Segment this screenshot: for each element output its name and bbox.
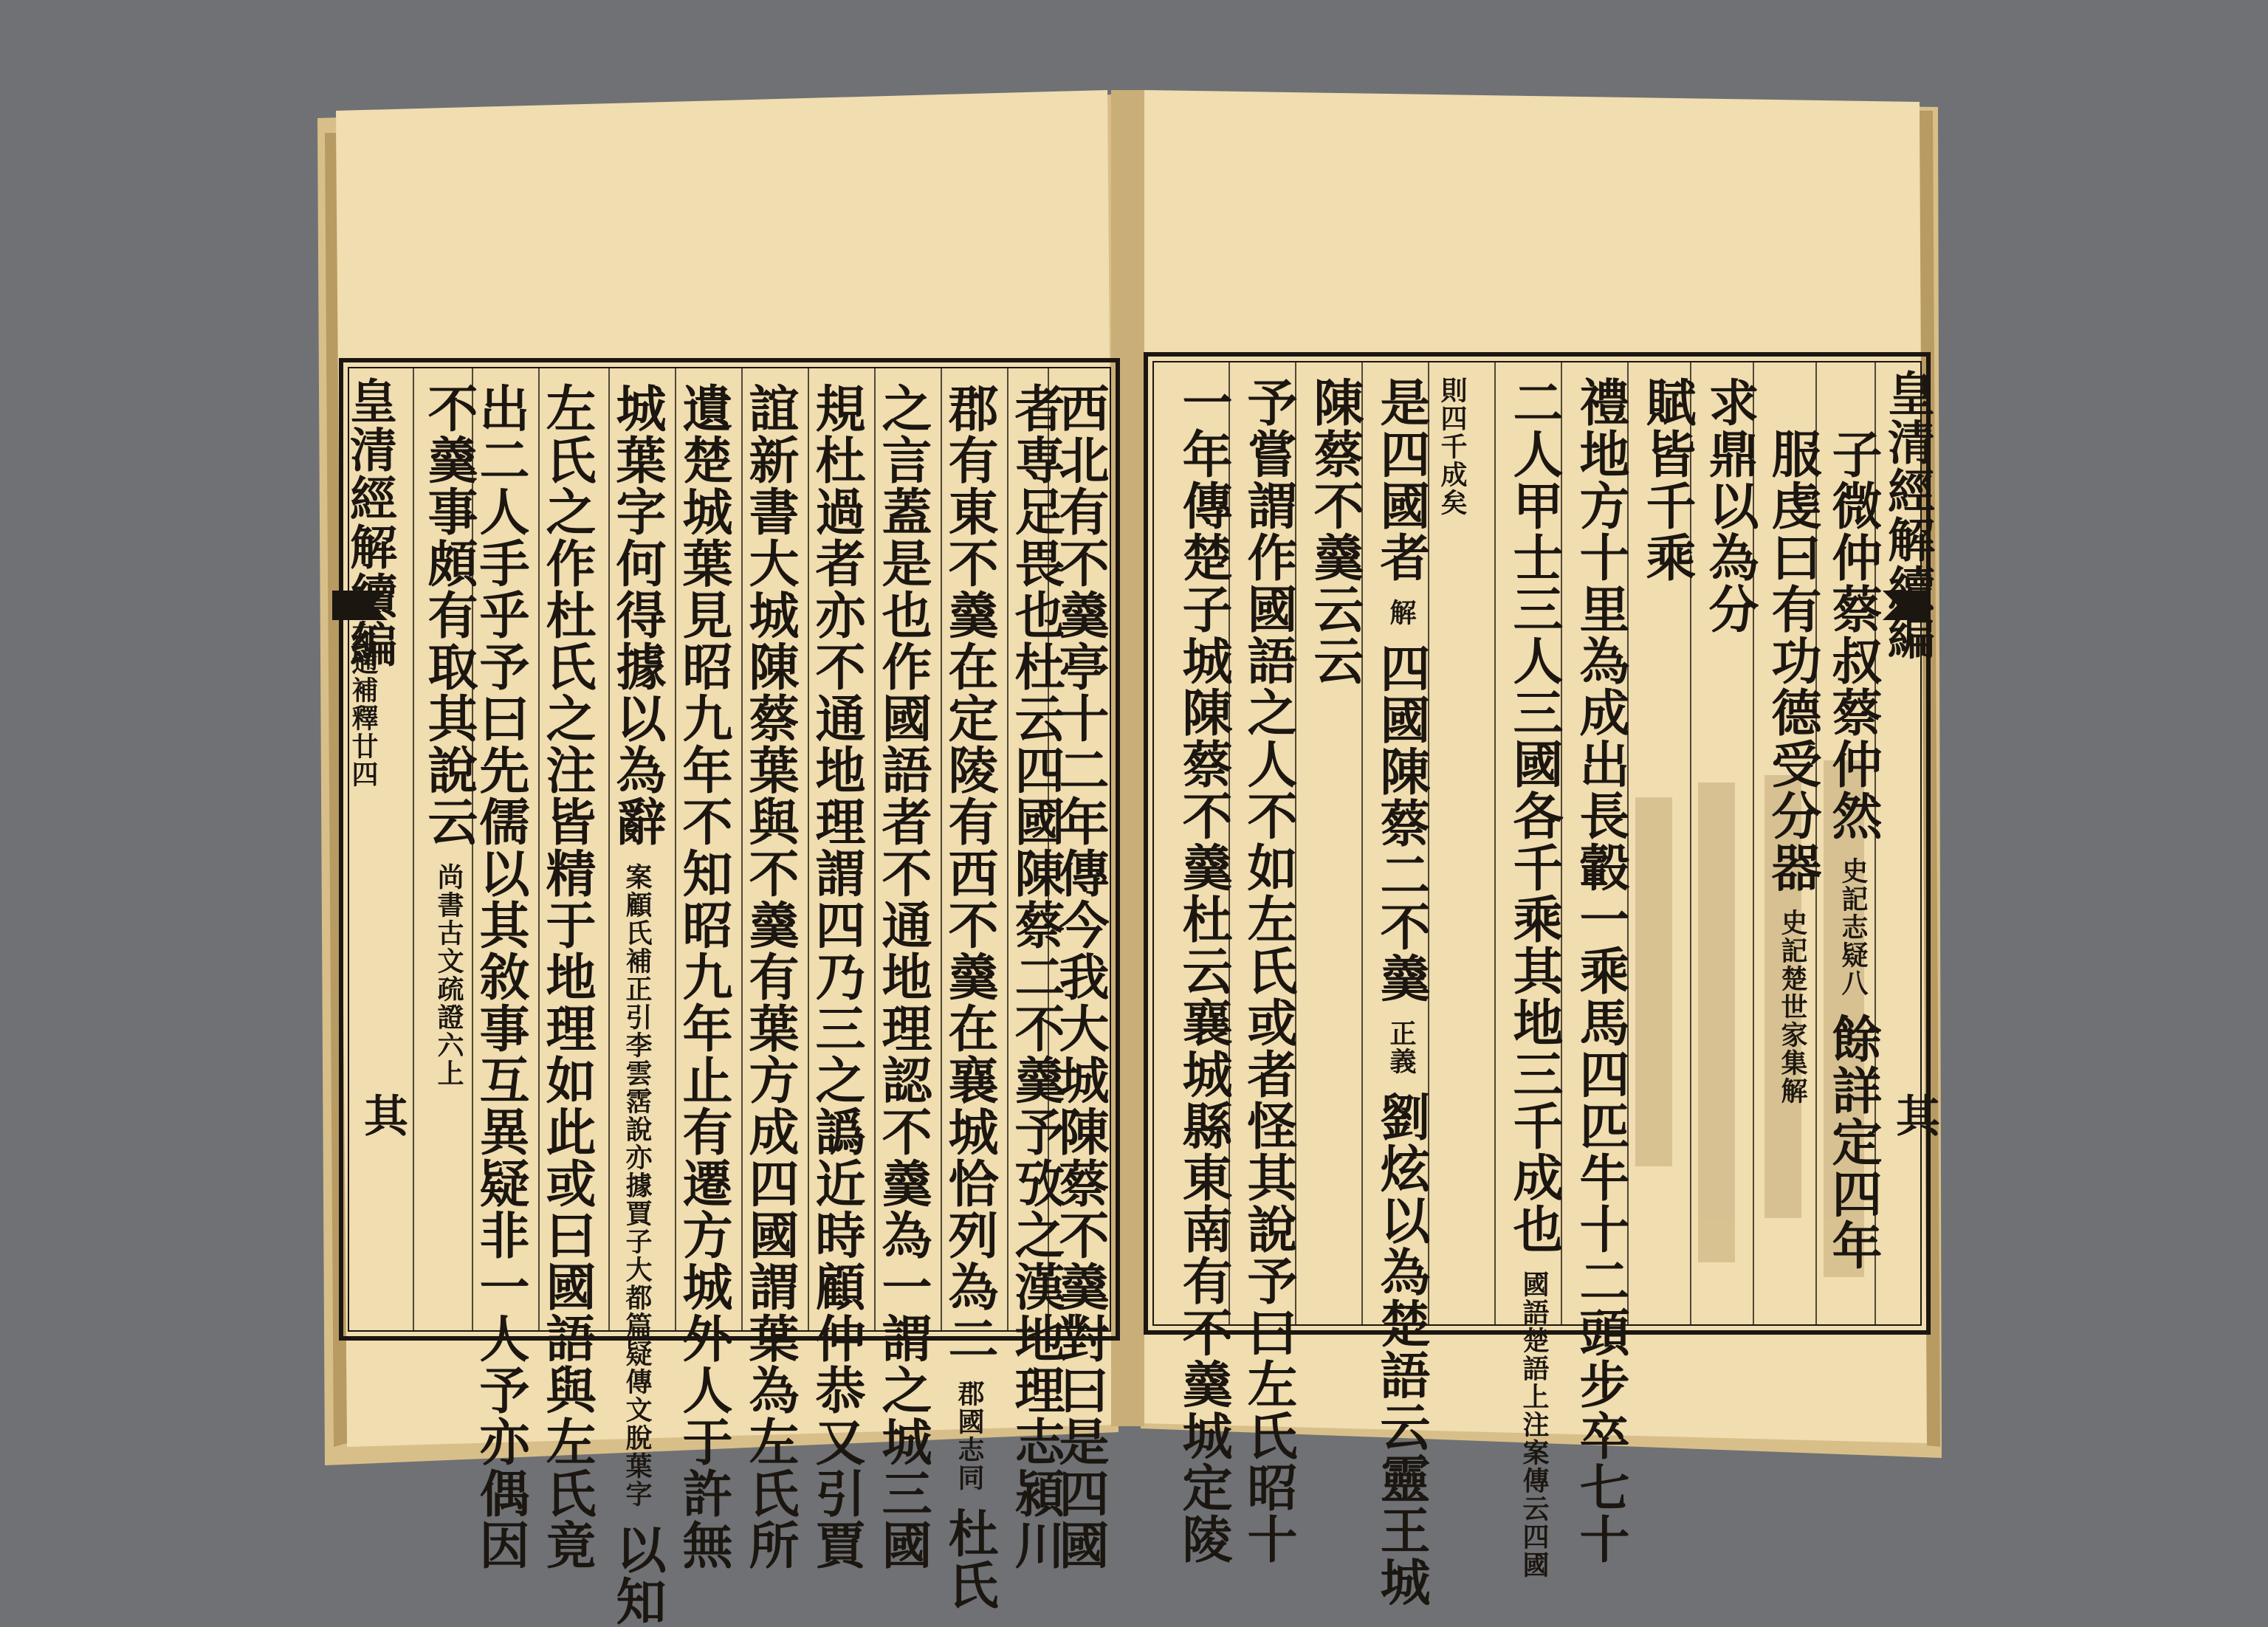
left-column-8: 城葉字何得據以為辭 案顧氏補正引李雲霑說亦據賈子大都篇疑傳文脫葉字 以知: [608, 382, 667, 1627]
right-column-9: 陳蔡不羹云云: [1305, 376, 1364, 687]
left-column-2: 者専足畏也杜云四國陳蔡二不羹予攷之漢地理志潁川: [1006, 382, 1065, 1571]
right-column-11: 一年傳楚子城陳蔡不羹杜云襄城縣東南有不羹城定陵: [1174, 376, 1233, 1565]
left-column-7: 遺楚城葉見昭九年不知昭九年止有遷方城外人于許無: [674, 382, 733, 1571]
right-margin-title: 皇清經解續編: [1880, 369, 1935, 661]
left-column-5: 規杜過者亦不通地理謂四乃三之譌近時顧仲恭又引賈: [807, 382, 866, 1571]
right-column-8: 是四國者 解 四國陳蔡二不羹 正義 劉炫以為楚語云靈王城: [1372, 376, 1431, 1608]
right-column-7: 則四千成矣: [1437, 376, 1468, 517]
left-column-3: 郡有東不羹在定陵有西不羹在襄城恰列為二 郡國志同 杜氏: [940, 382, 999, 1611]
left-column-10: 出二人手乎予曰先儒以其敘事互異疑非一人予亦偶因: [471, 382, 530, 1571]
right-column-6: 二人甲士三人三國各千乘其地三千成也 國語楚語上注案傳云四國: [1505, 376, 1564, 1579]
right-column-5: 禮地方十里為成出長轂一乘馬四匹牛十二頭步卒七十: [1571, 376, 1630, 1565]
right-column-3: 求鼎以為分: [1700, 376, 1759, 635]
left-column-4: 之言蓋是也作國語者不通地理認不羹為一謂之城三國: [873, 382, 932, 1571]
right-column-4: 賦皆千乘: [1638, 376, 1697, 583]
left-column-6: 誼新書大城陳蔡葉與不羹有葉方成四國謂葉為左氏所: [740, 382, 800, 1571]
left-margin-title: 皇清經解續編: [342, 376, 397, 669]
left-column-9: 左氏之作杜氏之注皆精于地理如此或曰國語與左氏竟: [537, 382, 597, 1571]
left-margin-page-number: 其: [357, 1093, 408, 1138]
left-column-11: 不羹事頗有取其說云 尚書古文疏證六上: [419, 382, 478, 1087]
left-margin-section: 左通補釋廿四: [348, 620, 379, 788]
right-column-2: 服虔曰有功德受分器 史記楚世家集解: [1763, 428, 1822, 1105]
right-margin-page-number: 其: [1889, 1093, 1940, 1138]
right-column-10: 予嘗謂作國語之人不如左氏或者怪其說予曰左氏昭十: [1239, 376, 1298, 1565]
right-column-1: 子微仲蔡叔蔡仲然 史記志疑八 餘詳定四年: [1824, 428, 1883, 1271]
left-column-1: 西北有不羹亭十二年傳今我大城陳蔡不羹對曰是四國: [1051, 382, 1110, 1571]
